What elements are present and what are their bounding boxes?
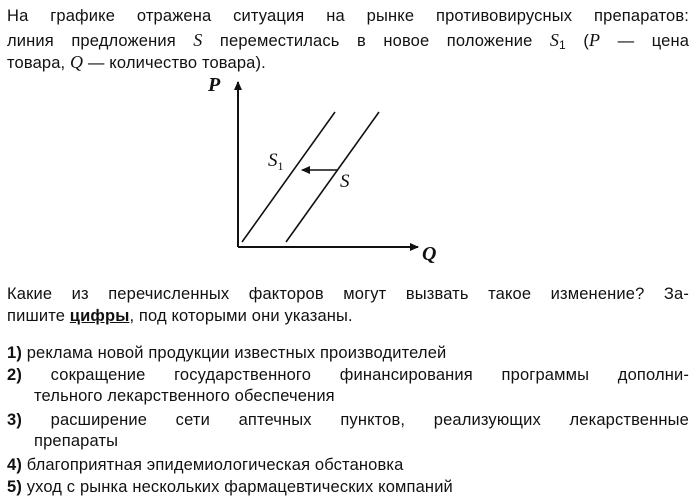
intro-paren: [583, 32, 600, 50]
option-number: 2): [7, 366, 22, 384]
intro-line-3: [7, 52, 266, 73]
supply-symbol-s: S: [193, 30, 203, 50]
supply-curve-s1: [242, 112, 335, 242]
option-text: уход с рынка нескольких фармацевтических компаний: [26, 478, 453, 496]
question-line-1: Какие из перечисленных факторов могут вызвать такое изменение? За-: [7, 285, 689, 303]
question-line-2: [7, 306, 353, 326]
option-number: 1): [7, 344, 22, 362]
option-text: расширение сети аптечных пунктов, реализующих лекарственные: [50, 411, 689, 429]
intro-text: товара,: [7, 54, 66, 72]
intro-line-1: На графике отражена ситуация на рынке противовирусных препаратов:: [7, 7, 689, 25]
intro-text: — количество товара).: [87, 54, 266, 72]
option-number: 5): [7, 478, 22, 496]
supply-curve-s: [286, 112, 379, 242]
curve-label-s: S: [340, 171, 350, 192]
option-3: [7, 410, 689, 430]
s1-subscript: 1: [559, 38, 566, 52]
supply-symbol-s1: [550, 32, 566, 50]
option-number: 3): [7, 411, 22, 429]
x-axis-label: Q: [422, 243, 437, 265]
question-text: пишите: [7, 307, 66, 325]
open-paren: (: [583, 32, 589, 50]
intro-text: линия предложения: [7, 32, 176, 50]
s1-label-subscript: 1: [277, 159, 284, 173]
question-text: , под которыми они указаны.: [129, 307, 353, 325]
intro-text: — цена: [617, 32, 690, 50]
price-symbol-p: P: [588, 30, 601, 50]
option-1: [7, 343, 446, 363]
option-2-continuation: тельного лекарственного обеспечения: [34, 387, 335, 405]
supply-shift-graph: [200, 72, 450, 272]
s1-label-letter: S: [268, 150, 278, 171]
option-text: благоприятная эпидемиологическая обстановка: [26, 456, 404, 474]
question-emphasis: цифры: [69, 307, 130, 325]
option-text: реклама новой продукции известных производителей: [26, 344, 447, 362]
option-number: 4): [7, 456, 22, 474]
option-2: [7, 365, 689, 385]
quantity-symbol-q: Q: [70, 52, 84, 72]
option-text: сокращение государственного финансирования программы дополни-: [50, 366, 689, 384]
s1-letter: S: [549, 30, 560, 50]
curve-label-s1: [268, 150, 284, 173]
option-5: [7, 477, 453, 497]
option-4: [7, 455, 403, 475]
option-3-continuation: препараты: [34, 432, 119, 450]
intro-text: переместилась в новое положение: [219, 32, 533, 50]
y-axis-label: P: [208, 74, 221, 96]
